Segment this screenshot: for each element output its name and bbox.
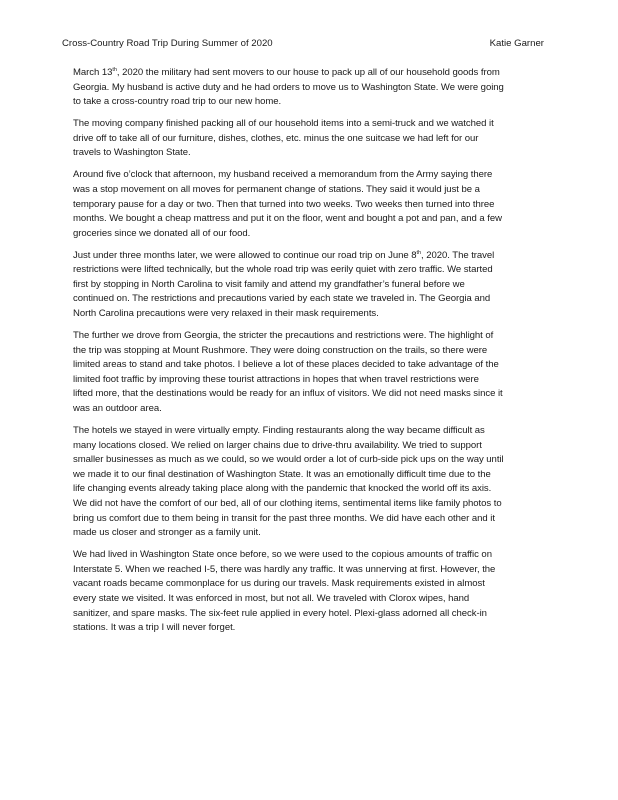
text-line: the trip was stopping at Mount Rushmore. They were doing construction on the trails, so there were (73, 344, 488, 356)
text-segment: Just under three months later, we were allowed to continue our road trip on June 8 (73, 249, 417, 261)
page-header (60, 37, 558, 51)
text-line: made us closer and stronger as a family unit. (73, 527, 261, 539)
text-line: groceries since we donated all of our food. (73, 227, 251, 239)
ordinal-superscript: th (416, 249, 422, 256)
text-segment: , 2020 the military had sent movers to our house to pack up all of our household goods from (116, 67, 500, 78)
text-line: months. We bought a cheap mattress and put it on the floor, went and bought a pot and pan, and a few (73, 213, 502, 225)
text-line: We did not have the comfort of our bed, all of our clothing items, sentimental items like family photos to (73, 497, 502, 509)
text-line: travels to Washington State. (73, 147, 191, 159)
text-segment: , 2020. The travel (421, 249, 495, 261)
author-name: Katie Garner (489, 38, 544, 49)
text-line: restrictions were lifted technically, but the whole road trip was eerily quiet with zero traffic. We started (73, 264, 493, 276)
text-line: North Carolina precautions were very relaxed in their mask requirements. (73, 308, 379, 320)
paragraph (73, 249, 573, 322)
text-line: The hotels we stayed in were virtually empty. Finding restaurants along the way became difficult as (73, 425, 485, 437)
text-line: first by stopping in North Carolina to visit family and attend my grandfather’s funeral before we (73, 278, 465, 290)
text-line: lifted more, that the destinations would be ready for an influx of visitors. We did not need masks since it (73, 388, 503, 400)
text-line: was an outdoor area. (73, 403, 162, 415)
text-segment: March 13 (73, 67, 113, 78)
text-line: was a stop movement on all moves for permanent change of stations. They said it would just be a (73, 183, 480, 195)
text-line: we made it to our final destination of Washington State. It was an emotionally difficult time due to the (73, 468, 491, 480)
text-line: to take a cross-country road trip to our new home. (73, 96, 282, 108)
paragraph (73, 329, 573, 417)
text-line (73, 66, 573, 81)
text-line: We had lived in Washington State once before, so we were used to the copious amounts of traffic on (73, 549, 492, 561)
ordinal-superscript: th (112, 66, 117, 73)
text-line: continued on. The restrictions and precautions varied by each state we traveled in. The Georgia and (73, 293, 491, 305)
document-title: Cross-Country Road Trip During Summer of 2020 (62, 38, 273, 49)
text-line: smaller businesses as much as we could, so we would order a lot of curb-side pick ups on the way until (73, 454, 504, 466)
paragraph (73, 117, 573, 161)
text-line: every state we visited. It was enforced in most, but not all. We traveled with Clorox wipes, hand (73, 592, 470, 604)
text-line: bring us comfort due to them being in transit for the past three months. We did have each other and it (73, 512, 495, 524)
text-line: stations. It was a trip I will never forget. (73, 622, 236, 634)
text-line: temporary pause for a day or two. Then that turned into two weeks. Two weeks then turned into three (73, 198, 495, 210)
text-line: limited areas to stand and take photos. I believe a lot of these places decided to take advantage of the (73, 359, 499, 371)
text-line: Interstate 5. When we reached I-5, there was hardly any traffic. It was unnerving at first. However, the (73, 563, 496, 575)
text-line: limited foot traffic by improving these tourist attractions in hopes that when travel restrictions were (73, 373, 479, 385)
text-line: The moving company finished packing all of our household items into a semi-truck and we watched it (73, 118, 494, 130)
text-line: vacant roads became commonplace for us during our travels. Mask requirements existed in almost (73, 578, 485, 590)
document-body (73, 66, 573, 643)
paragraph (73, 66, 573, 110)
text-line: Georgia. My husband is active duty and he had orders to move us to Washington State. We were going (73, 81, 504, 93)
text-line: drive off to take all of our furniture, dishes, clothes, etc. minus the one suitcase we had left for our (73, 132, 479, 144)
text-line: Around five o’clock that afternoon, my husband received a memorandum from the Army saying there (73, 169, 493, 181)
paragraph (73, 424, 573, 541)
text-line: The further we drove from Georgia, the stricter the precautions and restrictions were. The highlight of (73, 330, 494, 342)
text-line (73, 249, 573, 264)
text-line: life changing events already taking place along with the pandemic that knocked the world off its axis. (73, 483, 492, 495)
paragraph (73, 548, 573, 636)
paragraph (73, 168, 573, 241)
text-line: sanitizer, and spare masks. The six-feet rule applied in every hotel. Plexi-glass adorned all check-in (73, 607, 487, 619)
text-line: many locations closed. We relied on larger chains due to drive-thru availability. We tried to support (73, 439, 482, 451)
